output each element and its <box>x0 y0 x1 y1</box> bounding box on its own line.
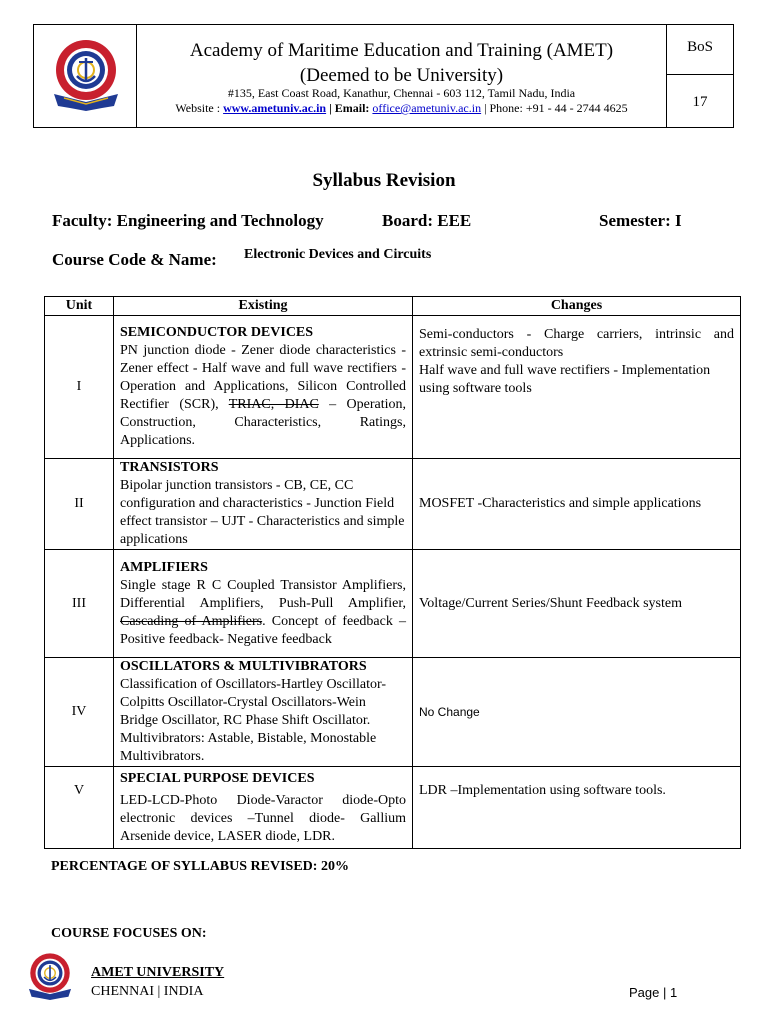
bos-divider <box>666 74 733 75</box>
changes-cell: LDR –Implementation using software tools. <box>413 767 741 849</box>
email-label: | Email: <box>329 101 370 115</box>
percentage-revised: PERCENTAGE OF SYLLABUS REVISED: 20% <box>51 859 349 874</box>
table-row <box>45 550 741 658</box>
header-changes: Changes <box>413 297 741 316</box>
table-row <box>45 767 741 849</box>
university-name: Academy of Maritime Education and Training (AMET) <box>189 40 614 61</box>
university-subtitle: (Deemed to be University) <box>299 65 504 86</box>
course-focus-heading: COURSE FOCUSES ON: <box>51 926 207 941</box>
page-number: Page | 1 <box>629 985 678 1000</box>
existing-strikethrough-text: TRIAC, DIAC <box>228 397 319 412</box>
footer-city: CHENNAI | INDIA <box>91 984 204 999</box>
existing-text: PN junction diode - Zener diode characteristics - Zener effect - Half wave and full wave rectifiers - Operation and Applications, Silicon Controlled Rectifier (SCR), <box>120 343 406 412</box>
table-row <box>45 316 741 459</box>
email-link[interactable]: office@ametuniv.ac.in <box>372 101 482 115</box>
existing-strikethrough-text: Cascading of Amplifiers <box>120 613 263 629</box>
table-row <box>45 459 741 550</box>
course-code-label: Course Code & Name: <box>52 250 217 269</box>
website-link[interactable]: www.ametuniv.ac.in <box>223 101 327 115</box>
amet-logo-icon <box>48 36 124 116</box>
changes-cell: Voltage/Current Series/Shunt Feedback system <box>413 550 741 658</box>
board-label: Board: EEE <box>382 211 472 230</box>
contact-line <box>137 101 666 115</box>
unit-topic: SEMICONDUCTOR DEVICES <box>120 325 314 340</box>
changes-cell <box>413 316 741 459</box>
existing-cell <box>114 767 413 849</box>
changes-cell: MOSFET -Characteristics and simple applications <box>413 459 741 550</box>
letterhead-box <box>33 24 734 128</box>
bos-number: 17 <box>692 94 708 110</box>
existing-cell <box>114 658 413 767</box>
existing-text: Bipolar junction transistors - CB, CE, CC configuration and characteristics - Junction Field effect transistor – UJT - Characteristics and simple applications <box>120 478 405 547</box>
course-name: Electronic Devices and Circuits <box>244 247 432 262</box>
unit-topic: SPECIAL PURPOSE DEVICES <box>120 770 315 786</box>
website-label: Website : <box>175 101 221 115</box>
faculty-label: Faculty: Engineering and Technology <box>52 211 324 230</box>
table-row <box>45 658 741 767</box>
unit-cell: V <box>45 767 114 849</box>
header-unit: Unit <box>45 297 114 316</box>
unit-cell: I <box>45 316 114 459</box>
existing-cell <box>114 316 413 459</box>
unit-topic: OSCILLATORS & MULTIVIBRATORS <box>120 659 367 674</box>
unit-cell: III <box>45 550 114 658</box>
document-title: Syllabus Revision <box>312 170 456 191</box>
changes-text: Semi-conductors - Charge carriers, intrinsic and extrinsic semi-conductors <box>419 327 734 360</box>
no-change-text: No Change <box>419 704 480 719</box>
unit-topic: AMPLIFIERS <box>120 559 208 575</box>
existing-text: Single stage R C Coupled Transistor Amplifiers, Differential Amplifiers, Push-Pull Amplifier, <box>120 577 406 611</box>
university-address: #135, East Coast Road, Kanathur, Chennai - 603 112, Tamil Nadu, India <box>227 86 576 100</box>
footer-amet-logo-icon <box>25 950 75 1004</box>
header-existing: Existing <box>114 297 413 316</box>
bos-label: BoS <box>687 39 713 55</box>
phone-text: | Phone: +91 - 44 - 2744 4625 <box>484 101 628 115</box>
changes-cell <box>413 658 741 767</box>
semester-label: Semester: I <box>599 211 682 230</box>
existing-text: LED-LCD-Photo Diode-Varactor diode-Opto electronic devices –Tunnel diode- Gallium Arsenide device, LASER diode, LDR. <box>120 792 406 844</box>
unit-cell: II <box>45 459 114 550</box>
unit-cell: IV <box>45 658 114 767</box>
table-header-row <box>45 297 741 316</box>
footer-university-name: AMET UNIVERSITY <box>91 965 225 980</box>
existing-text: – Operation, Construction, Characteristics, Ratings, Applications. <box>120 397 407 448</box>
syllabus-revision-table <box>44 296 741 849</box>
unit-topic: TRANSISTORS <box>120 460 219 475</box>
existing-text: . Concept of feedback –Positive feedback- Negative feedback <box>120 613 406 647</box>
existing-cell <box>114 459 413 550</box>
existing-cell <box>114 550 413 658</box>
changes-text: Half wave and full wave rectifiers - Implementation using software tools <box>419 363 711 396</box>
existing-text: Classification of Oscillators-Hartley Oscillator-Colpitts Oscillator-Crystal Oscillators-Wein Bridge Oscillator, RC Phase Shift Oscillator. Multivibrators: Astable, Bistable, Monostable Multivibrators. <box>120 677 387 764</box>
